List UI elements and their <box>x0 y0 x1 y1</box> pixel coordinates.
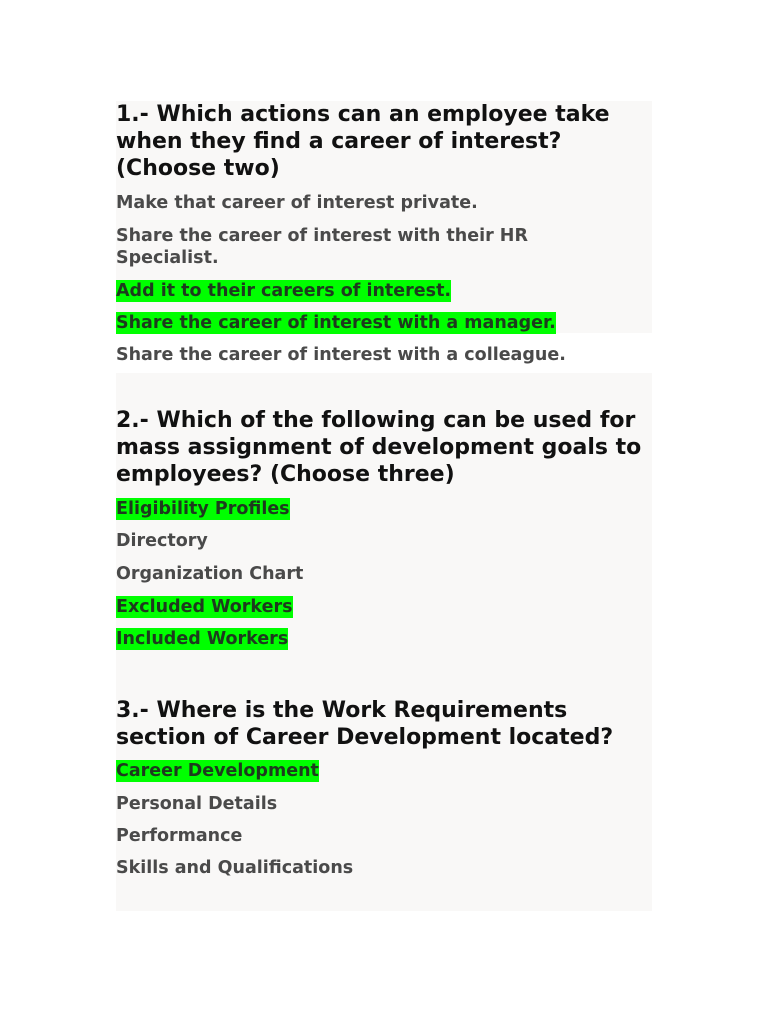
q2-option-5-correct: Included Workers <box>116 629 289 649</box>
q2-option-4-correct: Excluded Workers <box>116 597 293 617</box>
question-3: 3.- Where is the Work Requirements section of Career Development located? <box>116 698 614 750</box>
q3-option-2: Personal Details <box>116 794 278 814</box>
q1-option-3-correct: Add it to their careers of interest. <box>116 281 452 301</box>
q1-option-1: Make that career of interest private. <box>116 193 478 213</box>
q2-option-1-correct: Eligibility Profiles <box>116 499 290 519</box>
question-2: 2.- Which of the following can be used for mass assignment of development goals to employees? (Choose three) <box>116 408 642 487</box>
q3-option-3: Performance <box>116 826 243 846</box>
q1-option-4-correct: Share the career of interest with a manager. <box>116 313 556 333</box>
q1-option-2: Share the career of interest with their HR Specialist. <box>116 226 528 268</box>
q3-option-1-correct: Career Development <box>116 761 319 781</box>
q2-option-2: Directory <box>116 531 208 551</box>
q3-option-4: Skills and Qualifications <box>116 858 354 878</box>
question-1: 1.- Which actions can an employee take when they find a career of interest? (Choose two) <box>116 102 610 181</box>
q2-option-3: Organization Chart <box>116 564 304 584</box>
q1-option-5: Share the career of interest with a colleague. <box>116 345 566 365</box>
